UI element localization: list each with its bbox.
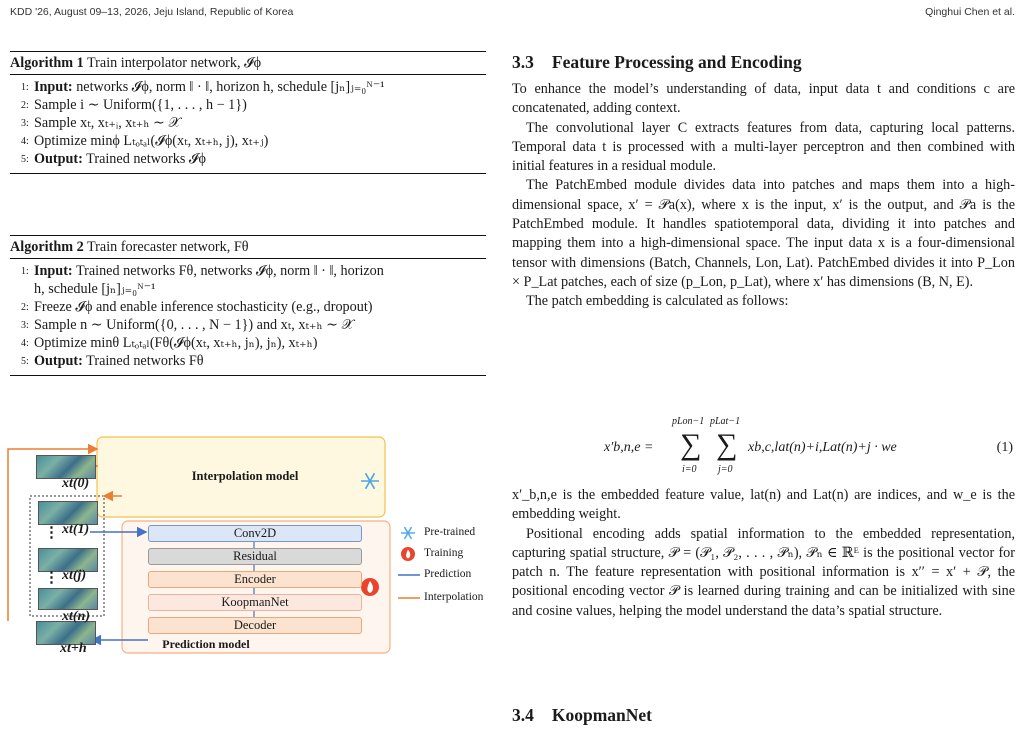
section-3-3-body-2: [512, 486, 1015, 621]
algorithm-2-steps: [10, 259, 486, 375]
algorithm-1-step: [10, 115, 486, 132]
algorithm-1-step: [10, 133, 486, 150]
fire-icon: [361, 578, 379, 596]
eq-sum1-bot: i=0: [682, 464, 697, 475]
paragraph-2: The convolutional layer C extracts features from data, capturing local patterns. Temporal data t is processed with a multi-layer perceptron and then combined with initial features in a residual module.: [512, 119, 1015, 175]
label-xn: xt(n): [62, 609, 90, 624]
eq-sum1-top: pLon−1: [672, 416, 705, 427]
algorithm-1-step-text: Trained networks 𝓘ϕ: [82, 151, 206, 167]
paragraph-6: Positional encoding adds spatial information to the embedded representation, capturing spatial structure, 𝒫 = (𝒫₁, 𝒫₂, . . . , 𝒫ₙ), 𝒫ₙ ∈ ℝᴱ is the positional vector for patch n. The feature representation with positional information is x′′ = x′ + 𝒫, the positional encoding vector 𝒫 is learned during training and can be initialized with sine and cosine values, helping the model understand the data’s spatial structure.: [512, 525, 1015, 619]
block-conv2d-in: Conv2D: [148, 525, 362, 542]
legend-snowflake-icon: [401, 527, 415, 539]
algorithm-1-step-text: Sample i ∼ Uniform({1, . . . , h − 1}): [34, 97, 247, 113]
algorithm-2-step-number: 3:: [21, 320, 29, 331]
algorithm-2-step-text: h, schedule [jₙ]ⱼ₌₀ᴺ⁻¹: [34, 281, 156, 297]
algorithm-1-step: [10, 79, 486, 96]
algorithm-2-step-number: 5:: [21, 356, 29, 367]
section-3-3-body: [512, 80, 1015, 312]
eq-lhs: x′b,n,e =: [604, 440, 654, 455]
architecture-figure: [0, 435, 500, 655]
frame-xn-image: [38, 588, 98, 610]
label-xj: xt(j): [62, 568, 87, 583]
eq-body: xb,c,lat(n)+i,Lat(n)+j · we: [748, 440, 897, 455]
section-3-3-heading: [512, 52, 820, 73]
block-residual-1: Residual: [148, 548, 362, 565]
label-x0: xt(0): [62, 476, 90, 491]
paragraph-3: The PatchEmbed module divides data into patches and maps them into a high-dimensional space, x′ = 𝒫a(x), where x is the input, x′ is the output, and 𝒫a is the PatchEmbed module. It handles spatiotemporal data, dividing it into patches and mapping them into a high-dimensional space. The input data x is a four-dimensional tensor with dimensions (Batch, Channels, Lon, Lat). PatchEmbed divides it into P_Lon × P_Lat patches, each of size (p_Lon, p_Lat), where x′ has dimensions (B, N, E).: [512, 177, 1015, 290]
algorithm-1: [10, 51, 486, 174]
algorithm-2-step: [10, 317, 486, 334]
eq-number: (1): [996, 440, 1013, 455]
algorithm-1-step-number: 1:: [21, 82, 29, 93]
algorithm-1-step-number: 5:: [21, 154, 29, 165]
paragraph-1: To enhance the model’s understanding of data, input data t and conditions c are concatenated, adding context.: [512, 81, 1015, 117]
algorithm-1-step-text: networks 𝓘ϕ, norm ‖ · ‖, horizon h, schedule [jₙ]ⱼ₌₀ᴺ⁻¹: [72, 79, 385, 95]
eq-sum2-top: pLat−1: [710, 416, 741, 427]
block-decoder: Decoder: [148, 617, 362, 634]
algorithm-2: [10, 235, 486, 376]
algorithm-1-step-keyword: Input:: [34, 79, 73, 95]
algorithm-2-title: Train forecaster network, Fθ: [87, 239, 249, 255]
eq-sum1: ∑: [680, 428, 702, 461]
algorithm-1-step: [10, 97, 486, 114]
algorithm-1-step-text: Sample xₜ, xₜ₊ᵢ, xₜ₊ₕ ∼ 𝒳: [34, 115, 181, 131]
algorithm-2-step-text: Optimize minθ Lₜₒₜₐₗ(Fθ(𝓘ϕ(xₜ, xₜ₊ₕ, jₙ), jₙ), xₜ₊ₕ): [34, 335, 318, 351]
algorithm-1-step-number: 4:: [21, 136, 29, 147]
algorithm-1-step-number: 2:: [21, 100, 29, 111]
algorithm-2-step-text: Freeze 𝓘ϕ and enable inference stochasticity (e.g., dropout): [34, 299, 373, 315]
section-3-3-title: Feature Processing and Encoding: [551, 52, 802, 72]
algorithm-1-step-text: Optimize minϕ Lₜₒₜₐₗ(𝓘ϕ(xₜ, xₜ₊ₕ, j), xₜ₊ⱼ): [34, 133, 269, 149]
eq-sum2: ∑: [716, 428, 738, 461]
algorithm-1-label: Algorithm 1: [10, 55, 84, 71]
legend-fire-icon: [401, 547, 415, 561]
running-header-left: KDD '26, August 09–13, 2026, Jeju Island, Republic of Korea: [10, 6, 294, 18]
label-x1: xt(1): [62, 522, 90, 537]
algorithm-1-step-keyword: Output:: [34, 151, 83, 167]
algorithm-2-step-keyword: Output:: [34, 353, 83, 369]
prediction-model-label: Prediction model: [162, 637, 250, 651]
paragraph-4: The patch embedding is calculated as follows:: [526, 293, 789, 310]
paragraph-5: x′_b,n,e is the embedded feature value, lat(n) and Lat(n) are indices, and w_e is the embedding weight.: [512, 487, 1015, 523]
equation-1: [512, 414, 1015, 478]
section-3-4-heading: [512, 705, 670, 726]
algorithm-2-step-text: Trained networks Fθ, networks 𝓘ϕ, norm ‖ · ‖, horizon: [72, 263, 384, 279]
algorithm-2-step: [10, 335, 486, 352]
running-header-right: Qinghui Chen et al.: [925, 6, 1015, 18]
algorithm-2-step-number: 4:: [21, 338, 29, 349]
section-3-3-number: 3.3: [512, 52, 534, 72]
legend-interpolation: Interpolation: [424, 591, 484, 603]
legend-prediction: Prediction: [424, 568, 472, 580]
algorithm-1-step: [10, 151, 486, 168]
algorithm-2-step: [10, 353, 486, 370]
algorithm-2-step-text: Trained networks Fθ: [82, 353, 204, 369]
algorithm-1-title: Train interpolator network, 𝓘ϕ: [87, 55, 262, 71]
dots-1: ⋮: [44, 525, 59, 541]
label-xh: xt+h: [60, 641, 87, 656]
algorithm-2-label: Algorithm 2: [10, 239, 84, 255]
algorithm-2-step-keyword: Input:: [34, 263, 73, 279]
algorithm-2-step: [10, 263, 486, 280]
algorithm-2-step-text: Sample n ∼ Uniform({0, . . . , N − 1}) and xₜ, xₜ₊ₕ ∼ 𝒳: [34, 317, 354, 333]
section-3-4-title: KoopmanNet: [551, 705, 653, 725]
algorithm-2-step: [10, 299, 486, 316]
eq-sum2-bot: j=0: [718, 464, 733, 475]
dots-2: ⋮: [44, 570, 59, 586]
algorithm-2-step-number: 1:: [21, 266, 29, 277]
legend-pretrained: Pre-trained: [424, 526, 476, 538]
algorithm-2-step: [10, 281, 486, 298]
algorithm-2-step-number: 2:: [21, 302, 29, 313]
section-3-4-number: 3.4: [512, 705, 534, 725]
legend-training: Training: [424, 547, 464, 559]
block-koopmannet: KoopmanNet: [148, 594, 362, 611]
interpolation-model-label: Interpolation model: [191, 469, 299, 483]
algorithm-1-steps: [10, 75, 486, 173]
block-encoder: Encoder: [148, 571, 362, 588]
algorithm-1-step-number: 3:: [21, 118, 29, 129]
